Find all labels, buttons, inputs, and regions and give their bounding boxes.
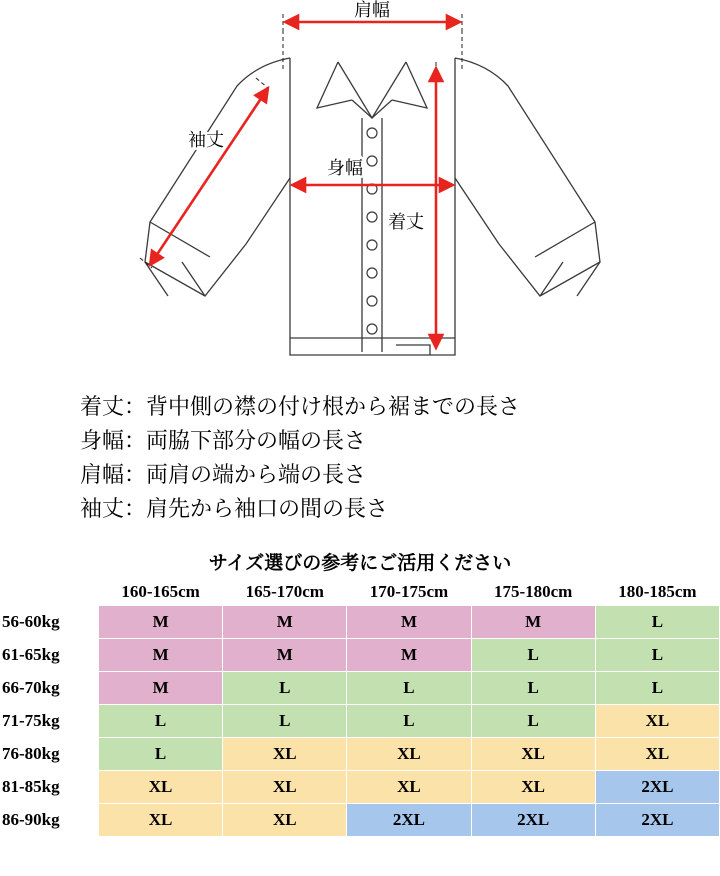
label-length: 着丈 bbox=[388, 212, 424, 232]
column-header: 170-175cm bbox=[347, 579, 471, 606]
legend-line: 着丈：背中側の襟の付け根から裾までの長さ bbox=[80, 394, 521, 419]
legend-line: 身幅：両脇下部分の幅の長さ bbox=[80, 428, 367, 453]
table-row bbox=[0, 705, 720, 738]
size-cell: L bbox=[223, 705, 347, 738]
size-cell: 2XL bbox=[595, 771, 719, 804]
size-chart-section bbox=[0, 548, 720, 837]
row-header: 81-85kg bbox=[0, 771, 99, 804]
size-cell: M bbox=[99, 672, 223, 705]
column-header: 175-180cm bbox=[471, 579, 595, 606]
size-cell: L bbox=[471, 672, 595, 705]
label-sleeve: 袖丈 bbox=[188, 130, 224, 150]
size-cell: XL bbox=[223, 771, 347, 804]
size-cell: XL bbox=[99, 804, 223, 837]
row-header: 61-65kg bbox=[0, 639, 99, 672]
column-header: 160-165cm bbox=[99, 579, 223, 606]
size-cell: XL bbox=[99, 771, 223, 804]
table-header-row bbox=[0, 579, 720, 606]
size-cell: M bbox=[99, 606, 223, 639]
size-cell: L bbox=[595, 606, 719, 639]
size-cell: 2XL bbox=[471, 804, 595, 837]
size-cell: 2XL bbox=[347, 804, 471, 837]
table-row bbox=[0, 804, 720, 837]
size-cell: M bbox=[347, 606, 471, 639]
size-cell: L bbox=[347, 672, 471, 705]
size-cell: XL bbox=[223, 738, 347, 771]
row-header: 66-70kg bbox=[0, 672, 99, 705]
table-corner-cell bbox=[0, 579, 99, 606]
size-cell: L bbox=[471, 639, 595, 672]
size-cell: M bbox=[99, 639, 223, 672]
size-cell: L bbox=[99, 738, 223, 771]
column-header: 180-185cm bbox=[595, 579, 719, 606]
row-header: 56-60kg bbox=[0, 606, 99, 639]
size-cell: XL bbox=[471, 738, 595, 771]
table-row bbox=[0, 606, 720, 639]
guide-lines bbox=[140, 14, 462, 350]
size-cell: 2XL bbox=[595, 804, 719, 837]
shirt-outline bbox=[145, 58, 600, 355]
size-cell: XL bbox=[471, 771, 595, 804]
size-cell: XL bbox=[347, 771, 471, 804]
size-cell: M bbox=[223, 606, 347, 639]
size-cell: XL bbox=[595, 738, 719, 771]
column-header: 165-170cm bbox=[223, 579, 347, 606]
size-cell: XL bbox=[347, 738, 471, 771]
button-placket-buttons bbox=[367, 128, 377, 334]
table-row bbox=[0, 672, 720, 705]
size-cell: L bbox=[595, 639, 719, 672]
size-cell: L bbox=[223, 672, 347, 705]
table-row bbox=[0, 738, 720, 771]
size-cell: M bbox=[347, 639, 471, 672]
size-cell: XL bbox=[223, 804, 347, 837]
table-row bbox=[0, 639, 720, 672]
legend-list bbox=[80, 390, 680, 526]
row-header: 71-75kg bbox=[0, 705, 99, 738]
row-header: 86-90kg bbox=[0, 804, 99, 837]
legend-line: 肩幅：両肩の端から端の長さ bbox=[80, 462, 367, 487]
shirt-diagram-svg bbox=[0, 0, 720, 380]
size-cell: M bbox=[471, 606, 595, 639]
table-row bbox=[0, 771, 720, 804]
size-cell: M bbox=[223, 639, 347, 672]
size-cell: XL bbox=[595, 705, 719, 738]
row-header: 76-80kg bbox=[0, 738, 99, 771]
label-shoulder: 肩幅 bbox=[354, 0, 390, 20]
size-cell: L bbox=[99, 705, 223, 738]
size-chart-caption: サイズ選びの参考にご活用ください bbox=[208, 553, 512, 574]
size-cell: L bbox=[595, 672, 719, 705]
size-cell: L bbox=[471, 705, 595, 738]
size-chart-table bbox=[0, 579, 720, 837]
label-chest: 身幅 bbox=[327, 158, 363, 178]
size-cell: L bbox=[347, 705, 471, 738]
legend-line: 袖丈：肩先から袖口の間の長さ bbox=[80, 496, 389, 521]
shirt-measurement-diagram bbox=[0, 0, 720, 380]
